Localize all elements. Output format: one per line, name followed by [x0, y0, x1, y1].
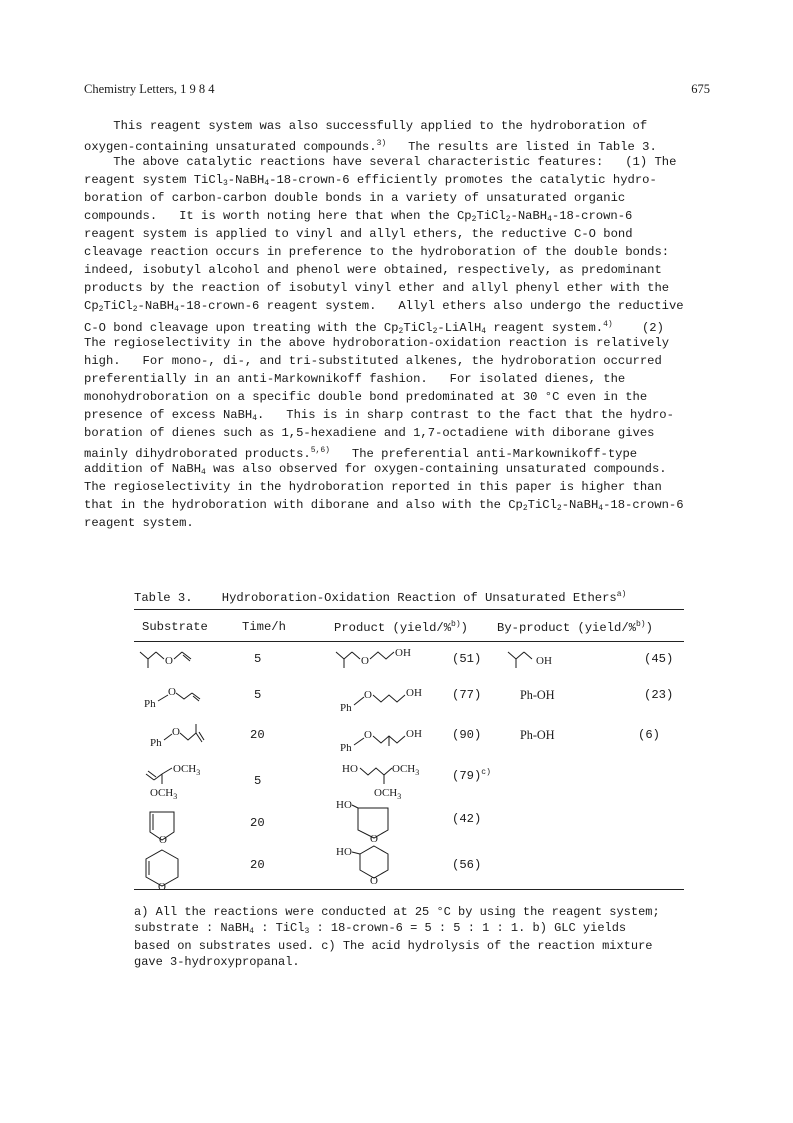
substrate-isobutyl-vinyl-ether: [138, 646, 208, 674]
body-paragraphs: [84, 117, 714, 532]
body-line: that in the hydroboration with diborane and also with the $Cp_2TiCl_2-NaBH_4-18-crown-6$: [84, 497, 684, 513]
body-line: The above catalytic reactions have several characteristic features: (1) The: [84, 155, 677, 170]
svg-text:OCH3: $OCH_3$: [392, 763, 420, 777]
svg-text:Ph: Ph: [144, 698, 156, 710]
table-top-rule: [134, 609, 684, 610]
running-header: [84, 82, 710, 97]
body-line: boration of dienes such as 1,5-hexadiene and 1,7-octadiene with diborane gives: [84, 425, 655, 440]
svg-text:Ph: Ph: [150, 737, 162, 749]
body-line: reagent system.: [84, 516, 194, 531]
body-line: $Cp_2TiCl_2-NaBH_4-18-crown-6$ reagent system. Allyl ethers also undergo the reductive: [84, 299, 684, 315]
product-row5: [334, 796, 404, 846]
byproduct-isobutyl-alcohol: [506, 644, 576, 674]
row4-time: 5: [254, 774, 262, 788]
body-line: products by the reaction of isobutyl vinyl ether and allyl phenyl ether with the: [84, 281, 670, 296]
svg-text:HO: HO: [336, 799, 352, 811]
body-line: boration of carbon-carbon double bonds in a variety of unsaturated organic: [84, 191, 626, 206]
body-line: The regioselectivity in the above hydroboration-oxidation reaction is relatively: [84, 335, 670, 350]
body-line: cleavage reaction occurs in preference to the hydroboration of the double bonds:: [84, 245, 670, 260]
substrate-allyl-phenyl-ether: [138, 682, 218, 712]
svg-text:O: O: [159, 834, 167, 846]
svg-text:Ph: Ph: [340, 702, 352, 714]
body-line: monohydroboration on a specific double bond predominated at 30 °C even in the: [84, 389, 648, 404]
svg-text:O: O: [370, 875, 378, 887]
header-product: Product (yield/%$^{b)}$): [334, 620, 468, 635]
svg-text:O: O: [172, 726, 180, 738]
substrate-dihydrofuran: [144, 808, 184, 848]
row3-time: 20: [250, 728, 265, 742]
body-line: preferentially in an anti-Markownikoff fashion. For isolated dienes, the: [84, 371, 626, 386]
body-line: The regioselectivity in the hydroboration reported in this paper is higher than: [84, 479, 662, 494]
row6-time: 20: [250, 858, 265, 872]
row2-byproduct-yield: (23): [644, 688, 674, 702]
table-footnotes: [134, 905, 694, 970]
journal-title: Chemistry Letters, 1 9 8 4: [84, 82, 215, 96]
row5-yield: (42): [452, 812, 482, 826]
table-header-rule: [134, 641, 684, 642]
svg-text:O: O: [370, 833, 378, 845]
body-line: compounds. It is worth noting here that when the $Cp_2TiCl_2-NaBH_4-18-crown-6$: [84, 209, 633, 225]
svg-text:Ph: Ph: [340, 742, 352, 754]
body-line: addition of NaBH$_4$ was also observed for oxygen-containing unsaturated compounds.: [84, 461, 667, 477]
row6-yield: (56): [452, 858, 482, 872]
row3-byproduct: Ph-OH: [520, 728, 555, 742]
body-line: C-O bond cleavage upon treating with the $Cp_2TiCl_2-LiAlH_4$ reagent system.$^{4)}$ (2): [84, 319, 664, 336]
substrate-dihydropyran: [142, 848, 184, 892]
svg-text:OH: OH: [406, 687, 422, 699]
row3-byproduct-yield: (6): [638, 728, 660, 742]
row1-yield: (51): [452, 652, 482, 666]
svg-text:OH: OH: [536, 655, 552, 667]
row2-time: 5: [254, 688, 262, 702]
body-line: high. For mono-, di-, and tri-substituted alkenes, the hydroboration occurred: [84, 353, 662, 368]
footnote-line: substrate : NaBH$_4$ : TiCl$_3$ : 18-crown-6 = 5 : 5 : 1 : 1. b) GLC yields: [134, 920, 627, 936]
body-line: mainly dihydroborated products.$^{5,6)}$ The preferential anti-Markownikoff-type: [84, 445, 638, 461]
svg-text:HO: HO: [336, 846, 352, 858]
body-line: oxygen-containing unsaturated compounds.$^{3)}$ The results are listed in Table 3.: [84, 139, 657, 155]
svg-text:O: O: [165, 655, 173, 667]
body-line: reagent system is applied to vinyl and allyl ethers, the reductive C-O bond: [84, 227, 633, 242]
row3-yield: (90): [452, 728, 482, 742]
product-row1: [334, 644, 444, 674]
header-time: Time/h: [242, 620, 286, 634]
svg-text:O: O: [361, 655, 369, 667]
body-line: presence of excess NaBH$_4$. This is in sharp contrast to the fact that the hydro-: [84, 407, 674, 423]
svg-text:O: O: [158, 881, 166, 892]
row2-byproduct: Ph-OH: [520, 688, 555, 702]
row1-byproduct-yield: (45): [644, 652, 674, 666]
product-row6: [334, 840, 404, 890]
body-line: indeed, isobutyl alcohol and phenol were obtained, respectively, as predominant: [84, 263, 662, 278]
row1-time: 5: [254, 652, 262, 666]
footnote-line: a) All the reactions were conducted at 25 °C by using the reagent system;: [134, 905, 660, 919]
row5-time: 20: [250, 816, 265, 830]
svg-text:OCH3: $OCH_3$: [150, 787, 178, 801]
svg-text:OCH3: $OCH_3$: [173, 763, 201, 777]
row2-yield: (77): [452, 688, 482, 702]
svg-text:O: O: [168, 686, 176, 698]
row4-yield: $(79)^{c)}$: [452, 768, 491, 783]
footnote-line: gave 3-hydroxypropanal.: [134, 954, 300, 969]
footnote-line: based on substrates used. c) The acid hydrolysis of the reaction mixture: [134, 939, 653, 953]
svg-text:OCH3: $OCH_3$: [374, 787, 402, 801]
table-bottom-rule: [134, 889, 684, 890]
svg-text:OH: OH: [395, 647, 411, 659]
substrate-acrolein-dimethyl-acetal: [138, 760, 228, 804]
svg-text:OH: OH: [406, 728, 422, 740]
svg-text:HO: HO: [342, 763, 358, 775]
body-line: This reagent system was also successfully applied to the hydroboration of: [84, 119, 648, 133]
svg-text:O: O: [364, 689, 372, 701]
product-row3: [334, 720, 444, 756]
header-substrate: Substrate: [142, 620, 208, 634]
substrate-methallyl-phenyl-ether: [138, 720, 218, 754]
body-line: reagent system TiCl$_3$-NaBH$_4$-18-crown-6 efficiently promotes the catalytic hydro-: [84, 173, 657, 189]
header-byproduct: By-product (yield/%$^{b)}$): [497, 620, 653, 635]
product-row2: [334, 682, 444, 716]
svg-text:O: O: [364, 729, 372, 741]
table-caption: Table 3. Hydroboration-Oxidation Reaction of Unsaturated Ethers$^{a)}$: [134, 590, 627, 605]
page-number: 675: [691, 82, 710, 96]
